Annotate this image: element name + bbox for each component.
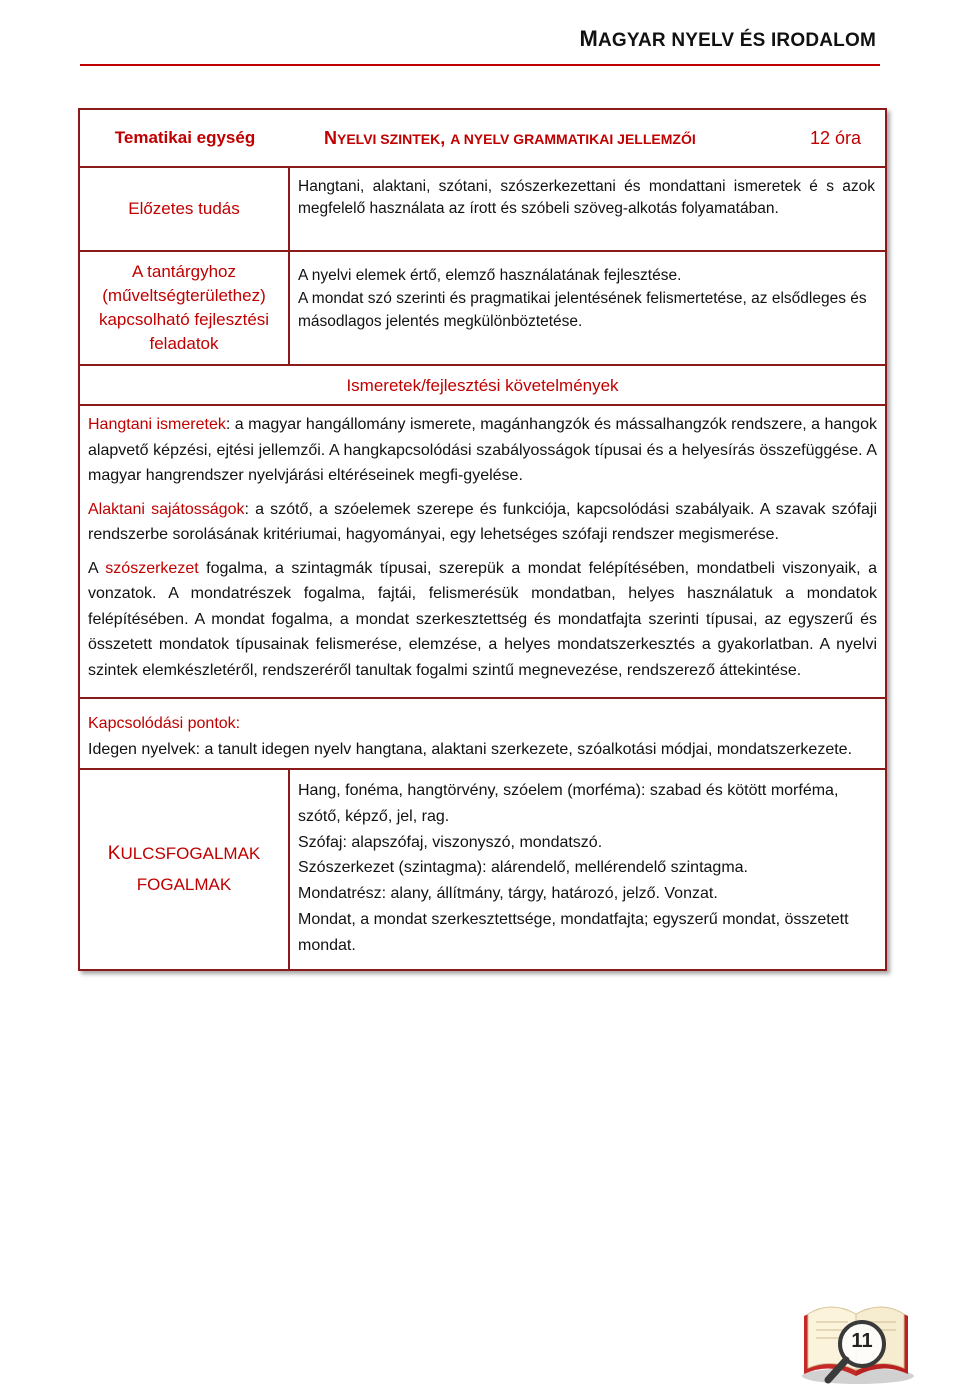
prior-knowledge-label: Előzetes tudás	[79, 167, 289, 251]
key-concepts-row	[79, 769, 886, 970]
morphology-paragraph: Alaktani sajátosságok: a szótő, a szóelemek szerepe és funkciója, kapcsolódási szabályaik. A szavak szófaji rendszerbe sorolásának kritériumai, hagyományai, egy lehetséges szófaji rendszer megismerése.	[88, 500, 878, 543]
unit-hours: 12 óra	[809, 127, 862, 148]
page-header-title: MAGYAR NYELV ÉS IRODALOM	[579, 26, 876, 51]
tasks-text	[290, 252, 885, 339]
connections-text: Idegen nyelvek: a tanult idegen nyelv hangtana, alaktani szerkezete, szóalkotási módjai, mondatszerkezete.	[88, 740, 853, 758]
key-concepts-list	[290, 770, 885, 969]
requirements-title: Ismeretek/fejlesztési követelmények	[346, 376, 619, 395]
key-concept-item: Mondat, a mondat szerkesztettsége, mondatfajta; egyszerű mondat, összetett mondat.	[298, 910, 849, 954]
requirements-row	[79, 405, 886, 698]
syntax-paragraph: A szószerkezet fogalma, a szintagmák típusai, szerepük a mondat felépítésében, mondatbeli viszonyaik, a vonzatok. A mondatrészek fogalma, fajtái, felismerésük mondatban, helyes használatuk a mondatok felépítésében. A mondat fogalma, a mondat szerkesztettség és mondatfajta szerinti típusai, az egyszerű és összetett mondatok típusainak felismerése, elemzése, a helyes mondatszerkesztés a gyakorlatban. A nyelvi szintek elemkészletéről, rendszeréről tanultak fogalmi szintű megnevezése, rendszerező áttekintése.	[88, 559, 878, 679]
requirements-title-row	[79, 365, 886, 405]
key-concept-item: Szófaj: alapszófaj, viszonyszó, mondatszó.	[298, 833, 603, 851]
header-rule	[80, 64, 880, 66]
unit-header-row	[79, 109, 886, 167]
tasks-row	[79, 251, 886, 365]
prior-knowledge-text: Hangtani, alaktani, szótani, szószerkezettani és mondattani ismeretek é s azok megfelelő használata az írott és szóbeli szöveg-alkotás folyamatában.	[298, 178, 876, 217]
curriculum-table	[78, 108, 887, 971]
phonetics-paragraph: Hangtani ismeretek: a magyar hangállomány ismerete, magánhangzók és mássalhangzók rendszere, a hangok alapvető képzési, ejtési jellemzői. A hangkapcsolódási szabályosságok típusai és a helyesírás összefüggése. A magyar hangrendszer nyelvjárási eltéréseinek megfi-gyelése.	[88, 416, 878, 484]
prior-knowledge-row	[79, 167, 886, 251]
tasks-text-2: A mondat szó szerinti és pragmatikai jelentésének felismertetése, az elsődleges és másodlagos jelentés megkülönböztetése.	[298, 290, 867, 330]
key-concept-item: Szószerkezet (szintagma): alárendelő, mellérendelő szintagma.	[298, 859, 748, 877]
connections-section	[80, 699, 885, 768]
unit-label: Tematikai egység	[114, 128, 256, 147]
page-number: 11	[851, 1330, 873, 1352]
connections-label: Kapcsolódási pontok:	[88, 715, 241, 732]
tasks-text-1: A nyelvi elemek értő, elemző használatának fejlesztése.	[298, 267, 682, 284]
tasks-label: A tantárgyhoz (műveltségterülethez) kapcsolható fejlesztési feladatok	[79, 251, 289, 365]
key-concept-item: Mondatrész: alany, állítmány, tárgy, határozó, jelző. Vonzat.	[298, 885, 718, 903]
connections-row	[79, 698, 886, 769]
key-concepts-label: KULCSFOGALMAK FOGALMAK	[79, 769, 289, 970]
requirements-body	[80, 406, 885, 697]
key-concept-item: Hang, fonéma, hangtörvény, szóelem (morféma): szabad és kötött morféma, szótő, képző, jel, rag.	[298, 782, 839, 825]
unit-topic: NYELVI SZINTEK, A NYELV GRAMMATIKAI JELLEMZŐI	[324, 127, 696, 148]
